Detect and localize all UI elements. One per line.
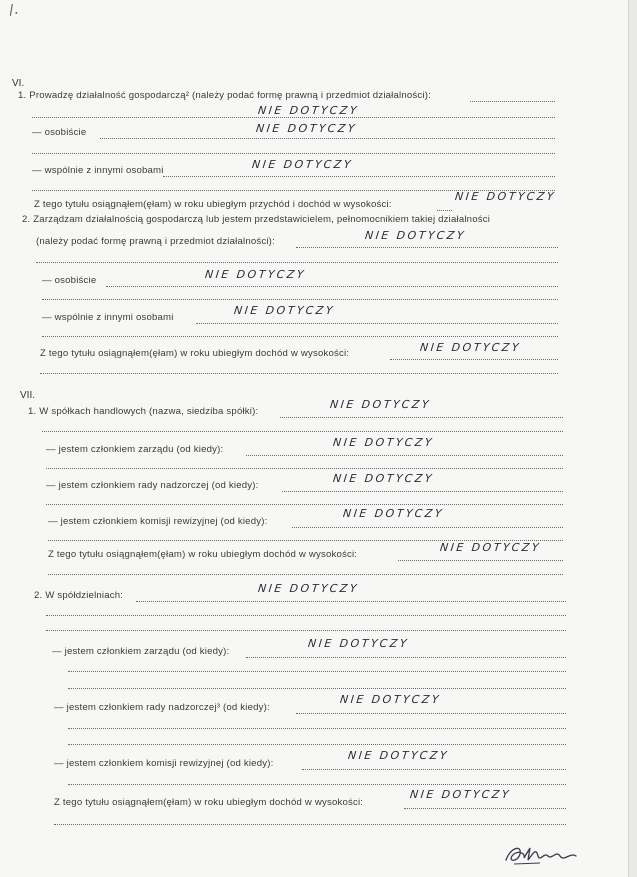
vii-q1-income-line-2 — [48, 574, 563, 575]
vii-q2-board-answer: NIE DOTYCZY — [307, 637, 410, 650]
vi-q2-personal-label: — osobiście — [42, 275, 97, 286]
vii-q2-label: 2. W spółdzielniach: — [34, 590, 124, 601]
vii-q2-audit-line-2 — [68, 784, 566, 785]
vii-q2-supervisory-line — [296, 713, 566, 714]
vi-q2-label-line2: (należy podać formę prawną i przedmiot działalności): — [36, 236, 275, 247]
vi-q2-personal-answer: NIE DOTYCZY — [204, 268, 307, 281]
vii-q1-supervisory-line-2 — [46, 504, 563, 505]
vii-q1-line-2 — [42, 431, 563, 432]
vii-q1-answer: NIE DOTYCZY — [329, 398, 432, 411]
vii-q2-answer: NIE DOTYCZY — [257, 582, 360, 595]
vii-q2-board-label: — jestem członkiem zarządu (od kiedy): — [52, 646, 230, 657]
vii-q1-board-line-2 — [46, 468, 563, 469]
vi-q2-income-answer: NIE DOTYCZY — [419, 341, 522, 354]
vii-q2-line-3 — [46, 630, 566, 631]
vii-q1-income-label: Z tego tytułu osiągnąłem(ęłam) w roku ubiegłym dochód w wysokości: — [48, 549, 358, 560]
vi-q1-joint-line — [163, 176, 555, 177]
vii-q2-supervisory-answer: NIE DOTYCZY — [339, 693, 442, 706]
vi-q2-personal-line-2 — [42, 299, 558, 300]
vii-q2-line — [136, 601, 566, 602]
vi-q1-personal-line — [100, 138, 555, 139]
vi-q1-personal-answer: NIE DOTYCZY — [255, 122, 358, 135]
vi-q1-joint-label: — wspólnie z innymi osobami — [32, 165, 164, 176]
vi-q2-line — [296, 247, 558, 248]
signature-initials — [500, 838, 584, 868]
vii-q2-supervisory-label: — jestem członkiem rady nadzorczej³ (od kiedy): — [54, 702, 270, 713]
vii-q2-income-line — [404, 808, 566, 809]
vii-q2-board-line-2 — [68, 671, 566, 672]
vii-q1-board-label: — jestem członkiem zarządu (od kiedy): — [46, 444, 224, 455]
vii-q1-income-answer: NIE DOTYCZY — [439, 541, 542, 554]
vii-q2-audit-line — [302, 769, 566, 770]
vii-q2-line-2 — [46, 615, 566, 616]
vi-q2-personal-line — [106, 286, 558, 287]
vi-q1-personal-line-2 — [32, 153, 555, 154]
vi-q2-income-line-2 — [40, 373, 558, 374]
vi-q2-joint-line — [196, 323, 558, 324]
vii-q2-income-line-2 — [54, 824, 566, 825]
page-edge-shadow — [628, 0, 637, 877]
vii-q2-audit-label: — jestem członkiem komisji rewizyjnej (od kiedy): — [54, 758, 274, 769]
vi-q1-line-2 — [32, 117, 555, 118]
vii-q2-supervisory-line-3 — [68, 744, 566, 745]
vi-q2-label-line1: 2. Zarządzam działalnością gospodarczą lub jestem przedstawicielem, pełnomocnikiem takiej działalności — [22, 214, 491, 225]
vi-q2-answer: NIE DOTYCZY — [364, 229, 467, 242]
section-vi-heading: VI. — [12, 78, 25, 89]
vi-q1-answer: NIE DOTYCZY — [257, 104, 360, 117]
section-vii-heading: VII. — [20, 390, 36, 401]
page-mark: /. — [7, 1, 20, 19]
vi-q1-income-label: Z tego tytułu osiągnąłem(ęłam) w roku ubiegłym przychód i dochód w wysokości: — [34, 199, 392, 210]
vii-q1-board-answer: NIE DOTYCZY — [332, 436, 435, 449]
vii-q1-supervisory-line — [282, 491, 563, 492]
vi-q2-income-label: Z tego tytułu osiągnąłem(ęłam) w roku ubiegłym dochód w wysokości: — [40, 348, 350, 359]
vii-q1-income-line — [398, 560, 563, 561]
vi-q1-income-line — [437, 210, 452, 211]
vi-q1-personal-label: — osobiście — [32, 127, 87, 138]
vii-q1-audit-label: — jestem członkiem komisji rewizyjnej (od kiedy): — [48, 516, 268, 527]
vi-q1-joint-answer: NIE DOTYCZY — [251, 158, 354, 171]
vii-q1-label: 1. W spółkach handlowych (nazwa, siedziba spółki): — [28, 406, 259, 417]
vii-q2-supervisory-line-2 — [68, 728, 566, 729]
vii-q1-audit-line — [292, 527, 563, 528]
vii-q1-board-line — [246, 455, 563, 456]
vii-q2-board-line-3 — [68, 688, 566, 689]
vii-q2-audit-answer: NIE DOTYCZY — [347, 749, 450, 762]
vi-q2-joint-answer: NIE DOTYCZY — [233, 304, 336, 317]
vi-q1-label: 1. Prowadzę działalność gospodarczą² (należy podać formę prawną i przedmiot działalności): — [18, 90, 431, 101]
vii-q1-line — [280, 417, 563, 418]
vi-q2-line-2 — [36, 262, 558, 263]
vii-q1-audit-answer: NIE DOTYCZY — [342, 507, 445, 520]
vii-q2-income-answer: NIE DOTYCZY — [409, 788, 512, 801]
vii-q2-board-line — [246, 657, 566, 658]
vii-q1-supervisory-label: — jestem członkiem rady nadzorczej (od kiedy): — [46, 480, 259, 491]
vii-q2-income-label: Z tego tytułu osiągnąłem(ęłam) w roku ubiegłym dochód w wysokości: — [54, 797, 364, 808]
vi-q2-income-line — [390, 359, 558, 360]
vi-q2-joint-line-2 — [42, 336, 558, 337]
vi-q1-line — [470, 101, 555, 102]
vii-q1-supervisory-answer: NIE DOTYCZY — [332, 472, 435, 485]
vi-q2-joint-label: — wspólnie z innymi osobami — [42, 312, 174, 323]
vi-q1-income-answer: NIE DOTYCZY — [454, 190, 557, 203]
